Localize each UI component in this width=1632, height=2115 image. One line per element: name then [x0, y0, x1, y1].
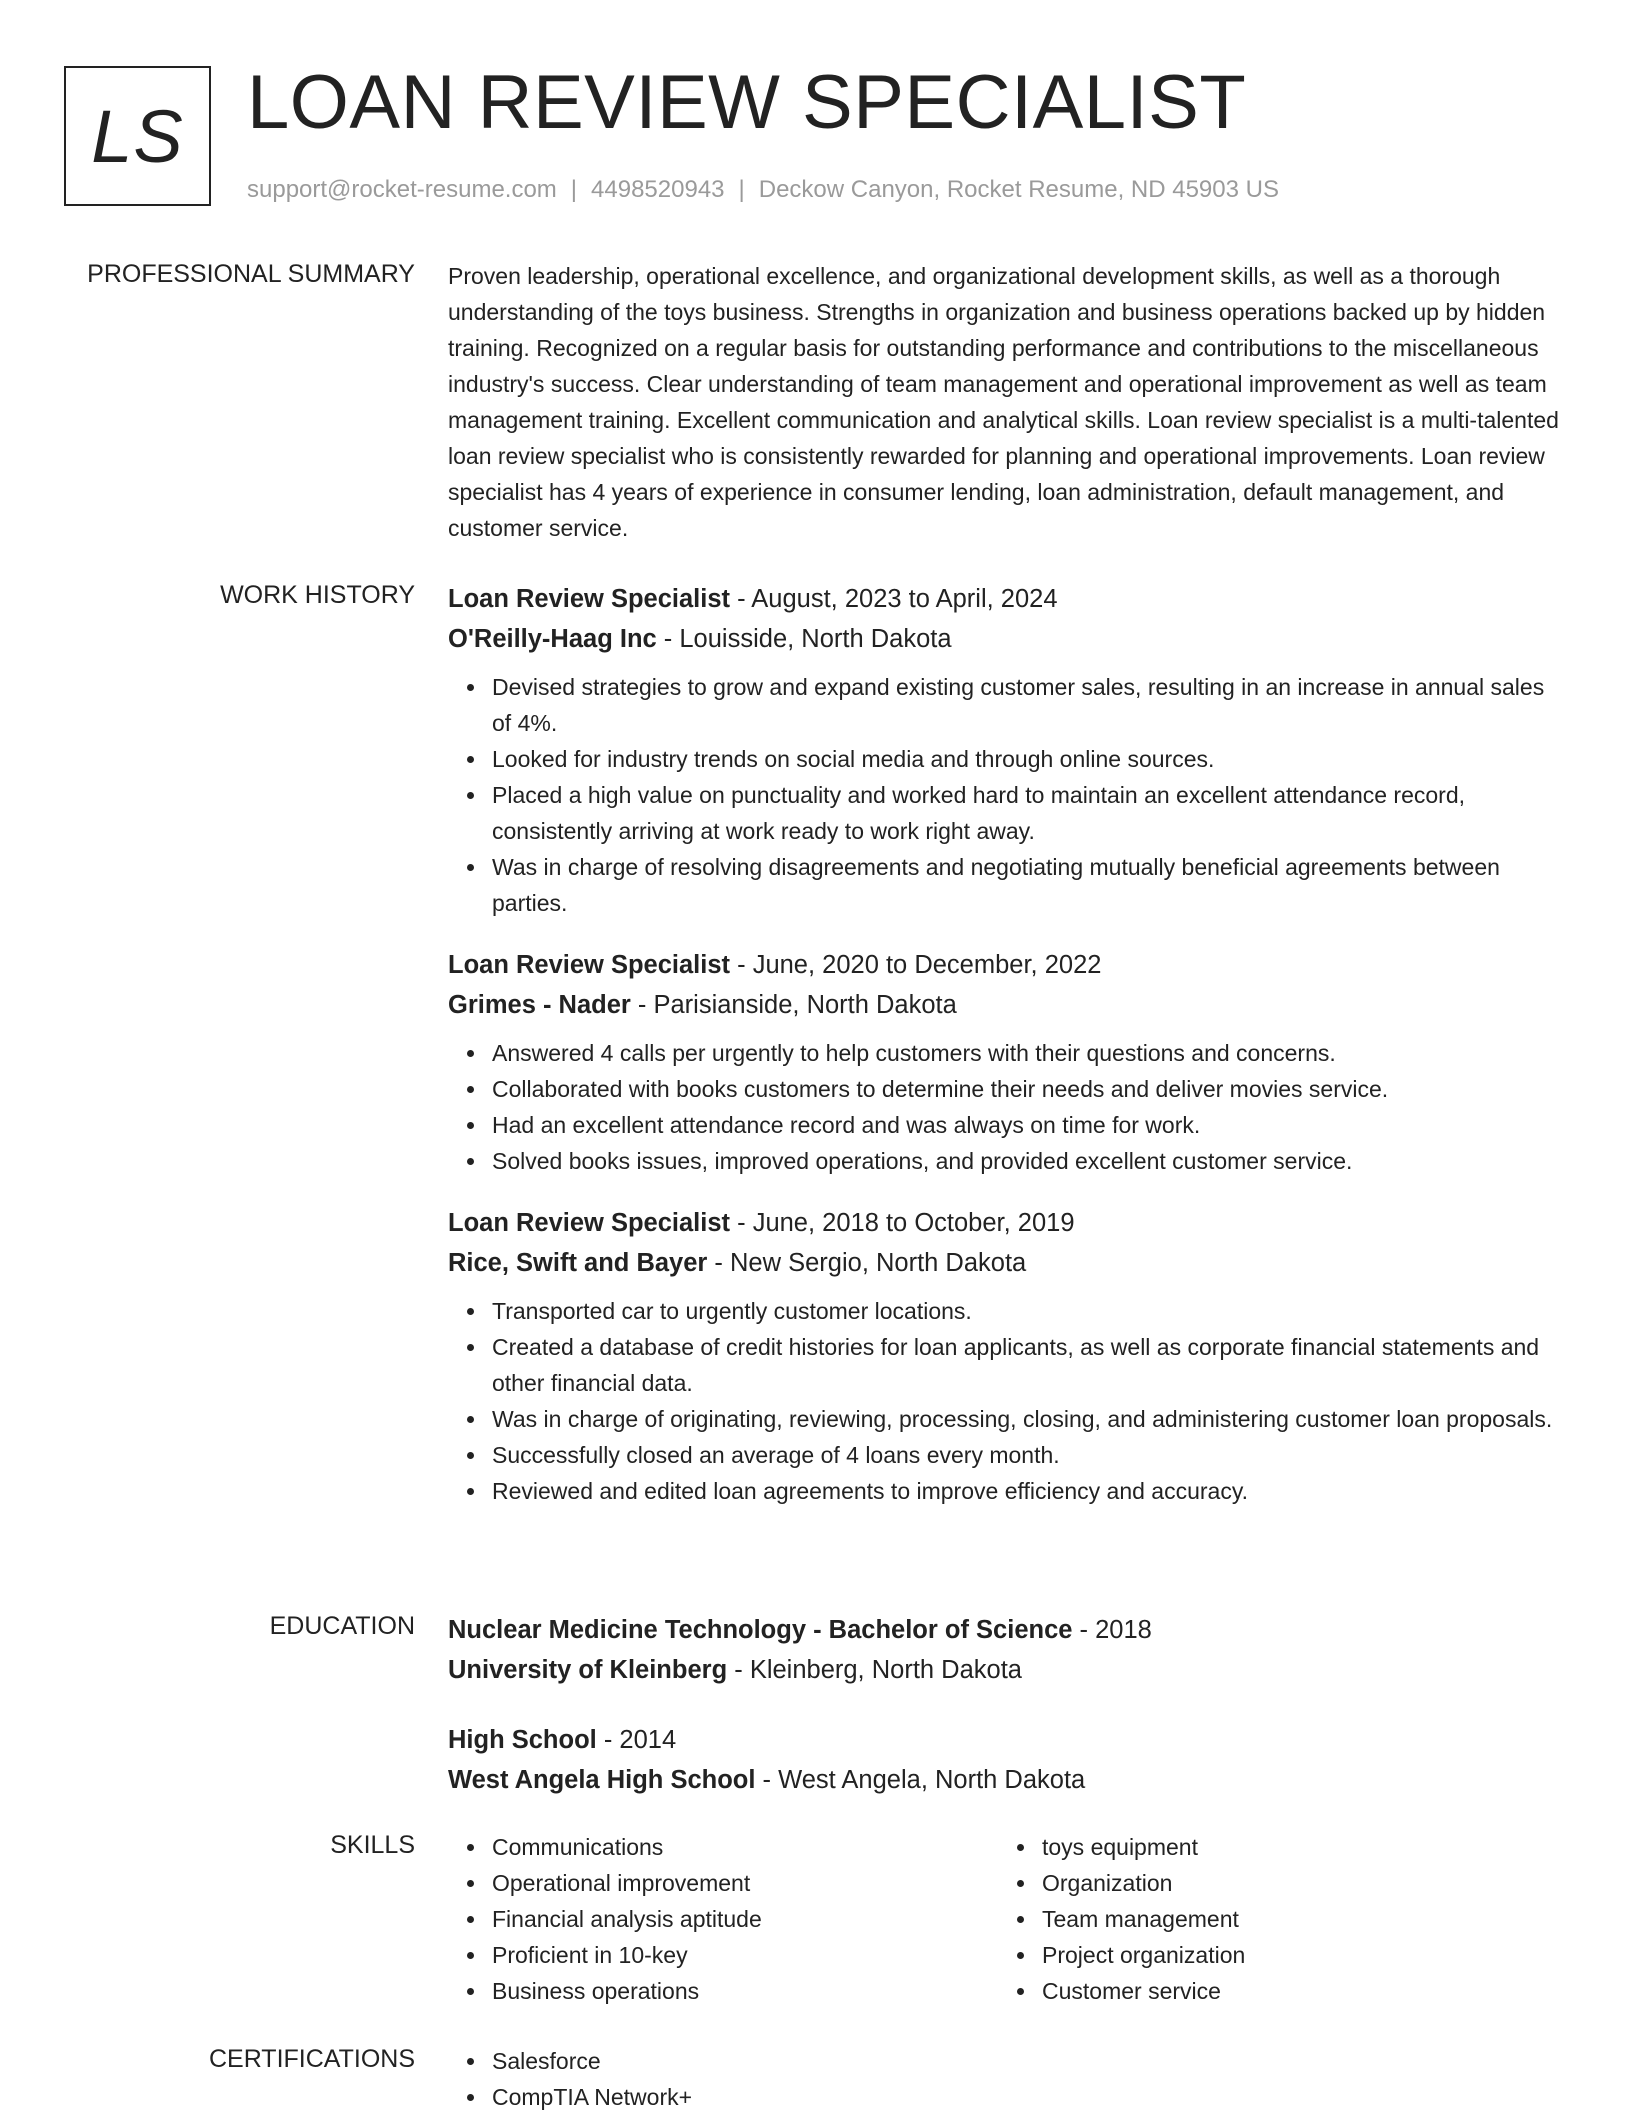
job-entry	[448, 945, 1568, 1179]
education-year: - 2014	[596, 1726, 677, 1754]
job-company-line	[448, 985, 1568, 1025]
job-location: - Louisside, North Dakota	[656, 625, 952, 653]
job-bullets	[448, 1035, 1568, 1179]
job-title-line	[448, 945, 1568, 985]
job-bullet: Devised strategies to grow and expand existing customer sales, resulting in an increase in annual sales of 4%.	[492, 669, 1568, 741]
skill-item: toys equipment	[1042, 1829, 1548, 1865]
contact-email: support@rocket-resume.com	[247, 176, 557, 203]
job-title: Loan Review Specialist	[448, 951, 731, 979]
job-bullet: Was in charge of originating, reviewing, processing, closing, and administering customer loan proposals.	[492, 1401, 1568, 1437]
education-degree-line	[448, 1610, 1568, 1650]
education-school-line	[448, 1650, 1568, 1690]
skills-column-left	[448, 1829, 998, 2009]
education-school: West Angela High School	[448, 1766, 756, 1794]
skill-item: Team management	[1042, 1901, 1548, 1937]
jobs-list	[448, 579, 1568, 1509]
skill-item: Organization	[1042, 1865, 1548, 1901]
job-bullet: Answered 4 calls per urgently to help customers with their questions and concerns.	[492, 1035, 1568, 1071]
section-label-summary: PROFESSIONAL SUMMARY	[87, 260, 415, 288]
contact-phone: 4498520943	[591, 176, 725, 203]
job-bullet: Solved books issues, improved operations, and provided excellent customer service.	[492, 1143, 1568, 1179]
skills-list-right	[998, 1829, 1548, 2009]
job-company-line	[448, 619, 1568, 659]
job-bullet: Transported car to urgently customer locations.	[492, 1293, 1568, 1329]
skills-body	[448, 1829, 1568, 2009]
job-dates: - August, 2023 to April, 2024	[730, 585, 1058, 613]
education-location: - Kleinberg, North Dakota	[727, 1656, 1022, 1684]
job-company: Grimes - Nader	[448, 991, 631, 1019]
contact-separator: |	[738, 176, 745, 203]
job-bullet: Collaborated with books customers to determine their needs and deliver movies service.	[492, 1071, 1568, 1107]
section-label-education: EDUCATION	[269, 1612, 415, 1640]
job-title-line	[448, 579, 1568, 619]
education-location: - West Angela, North Dakota	[755, 1766, 1086, 1794]
education-body	[448, 1610, 1568, 1800]
job-entry	[448, 579, 1568, 921]
education-degree-line	[448, 1720, 1568, 1760]
job-bullets	[448, 669, 1568, 921]
education-year: - 2018	[1072, 1616, 1152, 1644]
skill-item: Business operations	[492, 1973, 998, 2009]
skills-list-left	[448, 1829, 998, 2009]
job-company: Rice, Swift and Bayer	[448, 1249, 708, 1277]
section-label-skills: SKILLS	[330, 1831, 415, 1859]
contact-separator: |	[570, 176, 578, 203]
education-school: University of Kleinberg	[448, 1656, 728, 1684]
job-bullet: Was in charge of resolving disagreements and negotiating mutually beneficial agreements between parties.	[492, 849, 1568, 921]
page-title: LOAN REVIEW SPECIALIST	[247, 60, 1247, 145]
contact-line	[247, 174, 1279, 206]
certifications-list	[448, 2043, 1568, 2115]
job-bullet: Reviewed and edited loan agreements to improve efficiency and accuracy.	[492, 1473, 1568, 1509]
skill-item: Customer service	[1042, 1973, 1548, 2009]
summary-body	[448, 258, 1568, 546]
job-bullets	[448, 1293, 1568, 1509]
job-entry	[448, 1203, 1568, 1509]
section-label-work-history: WORK HISTORY	[220, 581, 415, 609]
job-bullet: Looked for industry trends on social media and through online sources.	[492, 741, 1568, 777]
skill-item: Proficient in 10-key	[492, 1937, 998, 1973]
education-degree: High School	[448, 1726, 597, 1754]
certification-item: CompTIA Network+	[492, 2079, 1568, 2115]
job-bullet: Created a database of credit histories for loan applicants, as well as corporate financial statements and other financial data.	[492, 1329, 1568, 1401]
monogram-logo: LS	[64, 66, 211, 206]
education-entry	[448, 1610, 1568, 1690]
job-bullet: Successfully closed an average of 4 loans every month.	[492, 1437, 1568, 1473]
job-dates: - June, 2020 to December, 2022	[730, 951, 1102, 979]
job-title: Loan Review Specialist	[448, 585, 731, 613]
certifications-body	[448, 2043, 1568, 2115]
job-location: - New Sergio, North Dakota	[707, 1249, 1027, 1277]
skill-item: Financial analysis aptitude	[492, 1901, 998, 1937]
job-company: O'Reilly-Haag Inc	[448, 625, 657, 653]
education-school-line	[448, 1760, 1568, 1800]
skills-grid	[448, 1829, 1568, 2009]
education-list	[448, 1610, 1568, 1800]
skills-column-right	[998, 1829, 1548, 2009]
skill-item: Project organization	[1042, 1937, 1548, 1973]
job-location: - Parisianside, North Dakota	[630, 991, 957, 1019]
section-label-certifications: CERTIFICATIONS	[208, 2045, 415, 2073]
education-degree: Nuclear Medicine Technology - Bachelor of Science	[448, 1616, 1073, 1644]
job-dates: - June, 2018 to October, 2019	[730, 1209, 1075, 1237]
skill-item: Operational improvement	[492, 1865, 998, 1901]
certification-item: Salesforce	[492, 2043, 1568, 2079]
job-title-line	[448, 1203, 1568, 1243]
contact-address: Deckow Canyon, Rocket Resume, ND 45903 US	[758, 176, 1279, 203]
education-entry	[448, 1720, 1568, 1800]
skill-item: Communications	[492, 1829, 998, 1865]
summary-text: Proven leadership, operational excellence, and organizational development skills, as well as a thorough understanding of the toys business. Strengths in organization and business operations backed up by hidden training. Recognized on a regular basis for outstanding performance and contributions to the miscellaneous industry's success. Clear understanding of team management and operational improvement as well as team management training. Excellent communication and analytical skills. Loan review specialist is a multi-talented loan review specialist who is consistently rewarded for planning and operational improvements. Loan review specialist has 4 years of experience in consumer lending, loan administration, default management, and customer service.	[448, 263, 1559, 541]
job-company-line	[448, 1243, 1568, 1283]
work-history-body	[448, 579, 1568, 1509]
job-title: Loan Review Specialist	[448, 1209, 731, 1237]
job-bullet: Placed a high value on punctuality and worked hard to maintain an excellent attendance record, consistently arriving at work ready to work right away.	[492, 777, 1568, 849]
job-bullet: Had an excellent attendance record and was always on time for work.	[492, 1107, 1568, 1143]
